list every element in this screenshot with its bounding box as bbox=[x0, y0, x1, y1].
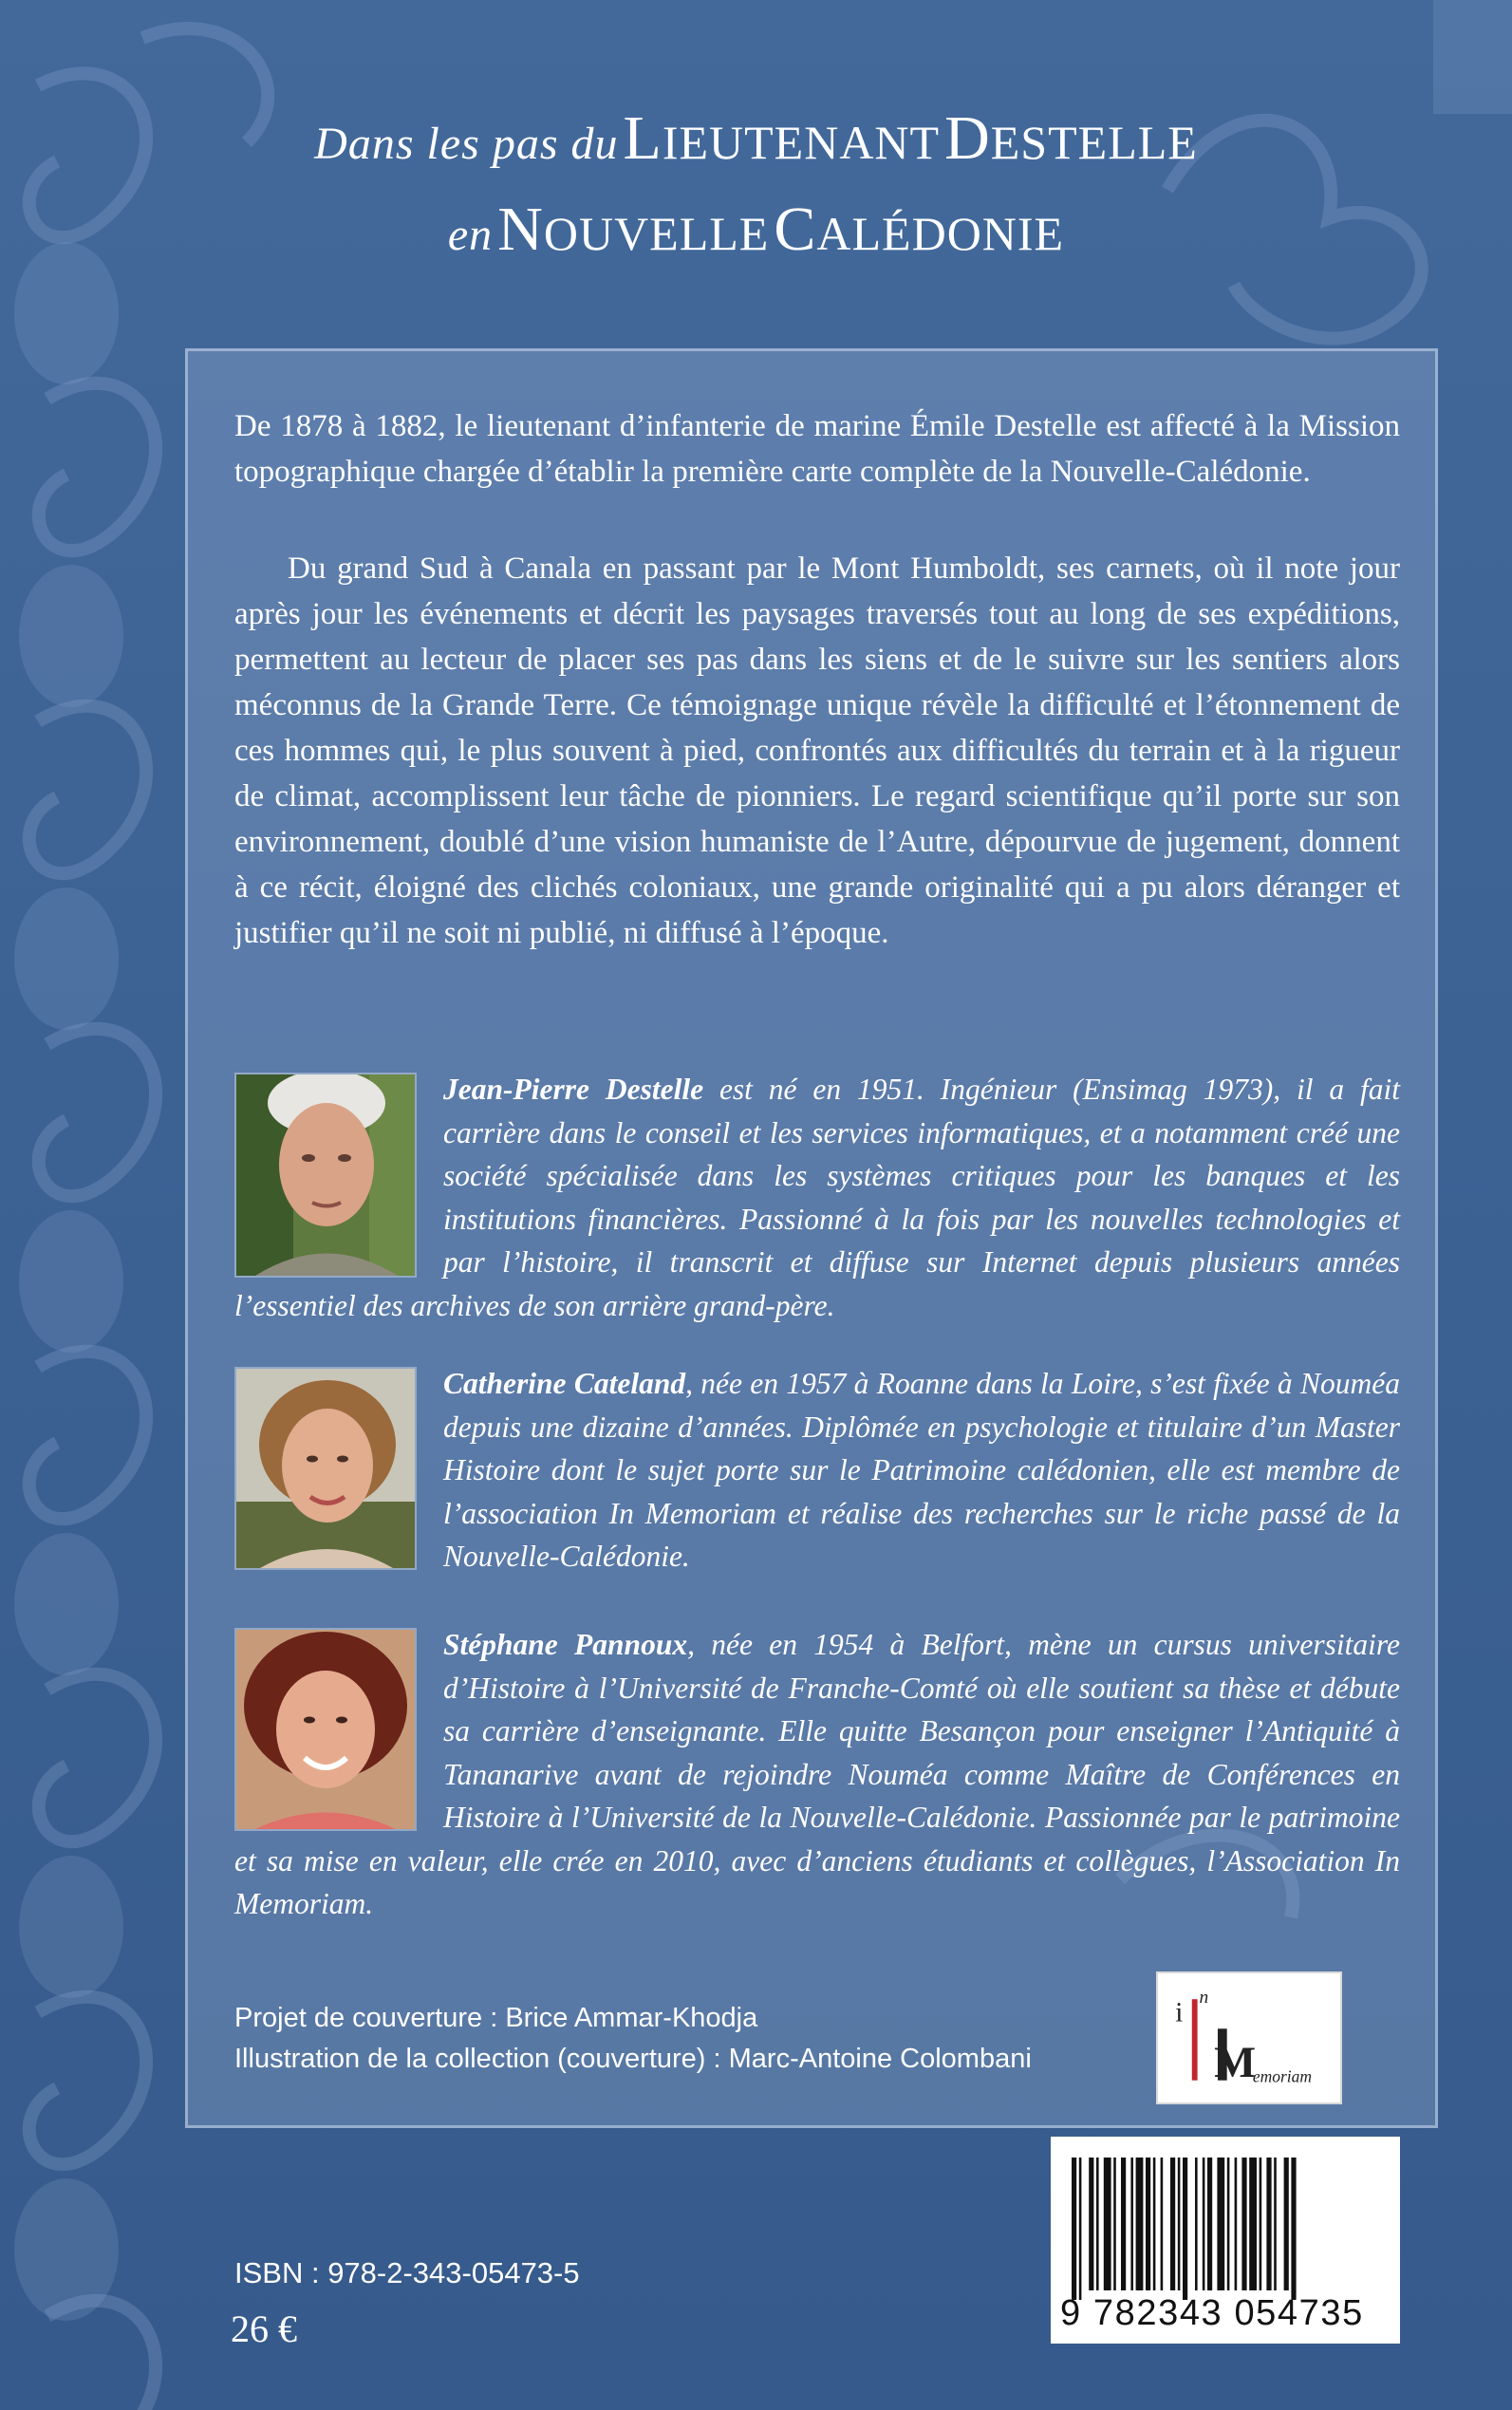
barcode-bar bbox=[1079, 2158, 1082, 2300]
barcode-number: 9 782343 054735 bbox=[1060, 2293, 1364, 2333]
barcode-bar bbox=[1207, 2158, 1212, 2290]
barcode-bar bbox=[1113, 2158, 1116, 2290]
in-memoriam-logo bbox=[1156, 1971, 1342, 2104]
book-title-line-2 bbox=[0, 194, 1512, 266]
price: 26 € bbox=[231, 2307, 297, 2350]
barcode-bar bbox=[1072, 2158, 1076, 2300]
title-word-nouvelle: OUVELLE bbox=[543, 207, 770, 260]
shell-motif-left-3 bbox=[29, 706, 146, 873]
author-photo-stephane-pannoux bbox=[234, 1628, 417, 1831]
author-photo-jean-pierre-destelle bbox=[234, 1073, 417, 1278]
barcode-bar bbox=[1235, 2158, 1238, 2290]
cover-project-credit: Projet de couverture : Brice Ammar-Khodja bbox=[234, 2003, 758, 2033]
shell-blob-left-2 bbox=[19, 565, 123, 707]
barcode-bar bbox=[1130, 2158, 1133, 2290]
barcode-bar bbox=[1195, 2158, 1198, 2290]
barcode-bar bbox=[1121, 2158, 1126, 2290]
barcode-bar bbox=[1217, 2158, 1224, 2290]
barcode-bar bbox=[1089, 2158, 1093, 2290]
shell-blob-left-6 bbox=[19, 1856, 123, 1998]
shell-blob-left-5 bbox=[14, 1533, 119, 1675]
title-script-prefix-1: Dans les pas du bbox=[314, 119, 619, 169]
barcode-bar bbox=[1096, 2158, 1099, 2290]
logo-letter-i: i bbox=[1175, 1997, 1184, 2028]
barcode-bar bbox=[1227, 2158, 1230, 2290]
isbn-number: ISBN : 978-2-343-05473-5 bbox=[234, 2256, 580, 2289]
shell-motif-left-5 bbox=[29, 1352, 146, 1519]
author-bio-text-1: est né en 1951. Ingénieur (Ensimag 1973), il a fait carrière dans le conseil et les services informatiques, et a notamment créé une société spécialisée dans les systèmes critiques pour les banques et les institutions financières. Passionné à la fois par les nouvelles technologies et par l’histoire, il transcrit et diffuse sur Internet depuis plusieurs années l’essentiel des archives de son arrière grand-père. bbox=[234, 1073, 1401, 1322]
barcode-bar bbox=[1203, 2158, 1205, 2290]
author-bio-2 bbox=[234, 1362, 1400, 1579]
author-bio-text-3: , née en 1954 à Belfort, mène un cursus universitaire d’Histoire à l’Université de Franche-Comté où elle soutient sa thèse et débute sa carrière d’enseignante. Elle quitte Besançon pour enseigner l’Antiquité à Tananarive avant de rejoindre Nouméa comme Maître de Conférences en Histoire à l’Université de la Nouvelle-Calédonie. Passionnée par le patrimoine et sa mise en valeur, elle crée en 2010, avec d’anciens étudiants et collègues, l’Association In Memoriam. bbox=[234, 1628, 1400, 1920]
barcode-bar bbox=[1183, 2158, 1187, 2300]
author-bio-1 bbox=[234, 1068, 1400, 1327]
title-word-lieutenant: IEUTENANT bbox=[662, 116, 941, 169]
deco-square-top-right bbox=[1433, 0, 1512, 114]
barcode-bar bbox=[1284, 2158, 1289, 2290]
title-script-prefix-2: en bbox=[447, 210, 494, 260]
shell-motif-left-2 bbox=[39, 383, 156, 551]
synopsis-paragraph-1: De 1878 à 1882, le lieutenant d’infanterie de marine Émile Destelle est affecté à la Mission topographique chargée d’établir la première carte complète de la Nouvelle-Calédonie. bbox=[234, 409, 1400, 489]
title-initial-l: L bbox=[623, 103, 663, 173]
shell-motif-left-6 bbox=[39, 1674, 156, 1841]
logo-letter-m: M bbox=[1214, 2037, 1257, 2087]
barcode-bar bbox=[1274, 2158, 1277, 2290]
illustration-credit: Illustration de la collection (couverture) : Marc-Antoine Colombani bbox=[234, 2044, 1032, 2074]
barcode-bar bbox=[1291, 2158, 1296, 2300]
author-bio-3 bbox=[234, 1623, 1400, 1926]
shell-blob-left-7 bbox=[14, 2178, 119, 2321]
shell-blob-left-4 bbox=[19, 1210, 123, 1353]
author-name-3: Stéphane Pannoux bbox=[443, 1628, 688, 1661]
logo-red-bar bbox=[1192, 1999, 1198, 2080]
barcode-bar bbox=[1178, 2158, 1181, 2290]
barcode-bar bbox=[1146, 2158, 1150, 2290]
title-word-caledonie: ALÉDONIE bbox=[816, 207, 1065, 260]
shell-motif-left-7 bbox=[29, 1997, 146, 2164]
author-photo-catherine-cateland bbox=[234, 1367, 417, 1570]
logo-word-emoriam: emoriam bbox=[1252, 2066, 1312, 2086]
title-initial-d: D bbox=[944, 103, 991, 173]
title-word-destelle: ESTELLE bbox=[990, 116, 1198, 169]
shell-blob-left-3 bbox=[14, 887, 119, 1030]
barcode-bar bbox=[1161, 2158, 1164, 2290]
barcode-bar bbox=[1153, 2158, 1156, 2290]
title-initial-n: N bbox=[497, 195, 544, 264]
synopsis-paragraph-2: Du grand Sud à Canala en passant par le Mont Humboldt, ses carnets, où il note jour après jour les événements et décrit les paysages traversés tout au long de ses expéditions, permettent au lecteur de placer ses pas dans les siens et de le suivre sur les sentiers alors méconnus de la Grande Terre. Ce témoignage unique révèle la difficulté et l’étonnement de ces hommes qui, le plus souvent à pied, confrontés aux difficultés du terrain et à la rigueur de climat, accomplissent leur tâche de pionniers. Le regard scientifique qu’il porte sur son environnement, doublé d’une vision humaniste de l’Autre, dépourvue de jugement, donnent à ce récit, éloigné des clichés coloniaux, une grande originalité qui a pu alors déranger et justifier qu’il ne soit ni publié, ni diffusé à l’époque. bbox=[234, 551, 1400, 950]
logo-letter-n: n bbox=[1199, 1988, 1209, 2008]
barcode-bar bbox=[1241, 2158, 1246, 2290]
barcode-bar bbox=[1104, 2158, 1111, 2290]
book-title-line-1 bbox=[0, 103, 1512, 175]
barcode-bar bbox=[1266, 2158, 1271, 2290]
shell-motif-left-4 bbox=[39, 1029, 156, 1196]
author-bio-text-2: , née en 1957 à Roanne dans la Loire, s’est fixée à Nouméa depuis une dizaine d’années. Diplômée en psychologie et titulaire d’un Master Histoire dont le sujet porte sur le Patrimoine calédonien, elle est membre de l’association In Memoriam et réalise des recherches sur le riche passé de la Nouvelle-Calédonie. bbox=[443, 1367, 1400, 1573]
barcode-bar bbox=[1260, 2158, 1262, 2290]
author-name-2: Catherine Cateland bbox=[443, 1367, 686, 1400]
title-initial-c: C bbox=[774, 195, 817, 264]
barcode-bar bbox=[1136, 2158, 1144, 2290]
barcode-bar bbox=[1249, 2158, 1257, 2290]
author-name-1: Jean-Pierre Destelle bbox=[443, 1073, 704, 1106]
barcode-bar bbox=[1170, 2158, 1175, 2290]
